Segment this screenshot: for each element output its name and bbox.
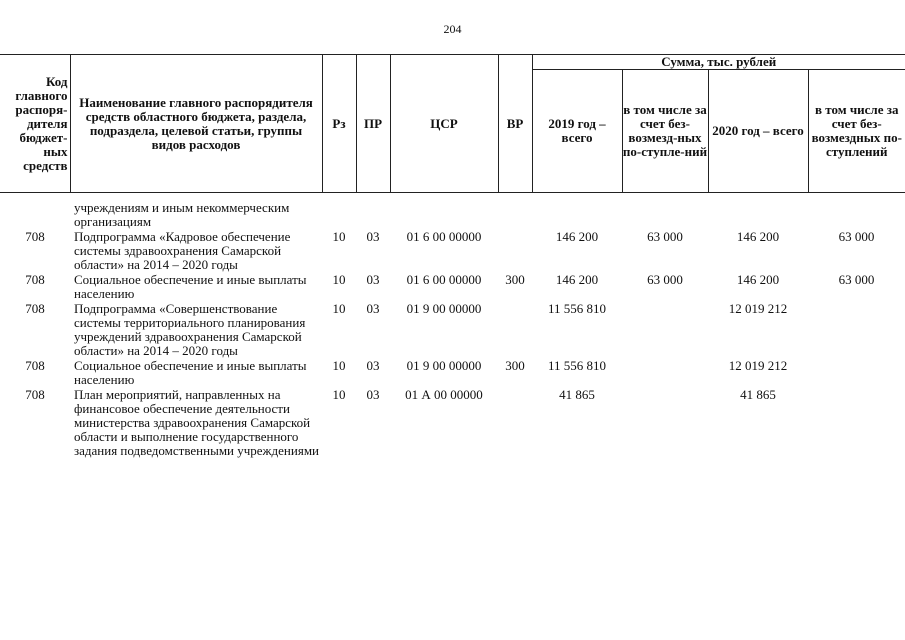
row-rz: 10 <box>332 358 346 373</box>
row-2019-total: 146 200 <box>555 229 599 244</box>
row-name: Подпрограмма «Кадровое обеспечение системы здравоохранения Самарской области» на 2014 – 2020 годы <box>74 229 291 272</box>
table-row <box>0 301 905 358</box>
header-code: Код главного распоря-дителя бюджет-ных средств <box>0 55 70 193</box>
header-vr: ВР <box>498 55 532 193</box>
table-row <box>0 200 905 229</box>
row-name: Социальное обеспечение и иные выплаты населению <box>74 358 307 387</box>
row-pr: 03 <box>366 272 380 287</box>
row-pr: 03 <box>366 301 380 316</box>
header-2019-total: 2019 год – всего <box>532 70 622 193</box>
row-2020-grants: 63 000 <box>838 229 875 244</box>
row-rz <box>322 200 356 229</box>
header-2019-grants: в том числе за счет без-возмезд-ных по-ступле-ний <box>622 70 708 193</box>
row-code: 708 <box>25 272 45 287</box>
row-code <box>0 200 70 229</box>
row-name: учреждениям и иным некоммерческим организациям <box>74 200 290 229</box>
row-rz: 10 <box>332 301 346 316</box>
row-vr <box>498 301 532 358</box>
row-2020-grants <box>808 200 905 229</box>
row-2019-total <box>532 200 622 229</box>
row-2019-total: 11 556 810 <box>547 358 607 373</box>
header-csr: ЦСР <box>390 55 498 193</box>
row-2019-grants: 63 000 <box>647 229 683 244</box>
header-pr: ПР <box>356 55 390 193</box>
row-2019-total: 41 865 <box>559 387 595 402</box>
row-csr: 01 А 00 00000 <box>405 387 483 402</box>
row-pr: 03 <box>366 387 380 402</box>
row-2019-total: 11 556 810 <box>547 301 607 316</box>
table-row <box>0 358 905 387</box>
row-name: Подпрограмма «Совершенствование системы территориального планирования учреждений здравоохранения Самарской области» на 2014 – 2020 годы <box>74 301 306 358</box>
header-2020-total: 2020 год – всего <box>708 70 808 193</box>
row-vr <box>498 229 532 272</box>
row-2020-total: 12 019 212 <box>728 358 788 373</box>
row-rz: 10 <box>332 229 346 244</box>
row-2020-total: 146 200 <box>736 229 780 244</box>
header-2020-grants: в том числе за счет без-возмездных по-ступлений <box>808 70 905 193</box>
row-2019-grants <box>622 301 708 358</box>
header-sum: Сумма, тыс. рублей <box>532 55 905 70</box>
row-csr: 01 9 00 00000 <box>406 358 482 373</box>
row-code: 708 <box>25 358 45 373</box>
row-2020-grants <box>808 358 905 387</box>
row-csr: 01 6 00 00000 <box>406 229 482 244</box>
row-2019-grants <box>622 387 708 458</box>
row-vr: 300 <box>505 272 525 287</box>
row-vr <box>498 387 532 458</box>
row-name: План мероприятий, направленных на финансовое обеспечение деятельности министерства здравоохранения Самарской области и выполнение государственного задания подведомственными учреждениями <box>74 387 320 458</box>
row-rz: 10 <box>332 387 346 402</box>
row-2019-total: 146 200 <box>555 272 599 287</box>
page-number: 204 <box>443 22 462 36</box>
row-2020-total: 146 200 <box>736 272 780 287</box>
row-pr: 03 <box>366 229 380 244</box>
row-code: 708 <box>25 229 45 244</box>
row-csr: 01 9 00 00000 <box>406 301 482 316</box>
row-rz: 10 <box>332 272 346 287</box>
row-2020-total: 41 865 <box>740 387 776 402</box>
table-row <box>0 272 905 301</box>
row-2020-grants: 63 000 <box>838 272 875 287</box>
row-code: 708 <box>25 301 45 316</box>
row-code: 708 <box>25 387 45 402</box>
table-spacer <box>0 193 905 201</box>
row-pr: 03 <box>366 358 380 373</box>
row-vr: 300 <box>505 358 525 373</box>
row-name: Социальное обеспечение и иные выплаты населению <box>74 272 307 301</box>
header-rz: Рз <box>322 55 356 193</box>
budget-table <box>0 54 905 458</box>
row-pr <box>356 200 390 229</box>
row-2019-grants: 63 000 <box>647 272 683 287</box>
header-name: Наименование главного распорядителя средств областного бюджета, раздела, подраздела, целевой статьи, группы видов расходов <box>70 55 322 193</box>
row-2019-grants <box>622 200 708 229</box>
row-csr: 01 6 00 00000 <box>406 272 482 287</box>
table-row <box>0 229 905 272</box>
row-csr <box>390 200 498 229</box>
table-row <box>0 387 905 458</box>
row-2019-grants <box>622 358 708 387</box>
row-2020-total <box>708 200 808 229</box>
row-vr <box>498 200 532 229</box>
row-2020-grants <box>808 301 905 358</box>
row-2020-grants <box>808 387 905 458</box>
row-2020-total: 12 019 212 <box>728 301 788 316</box>
